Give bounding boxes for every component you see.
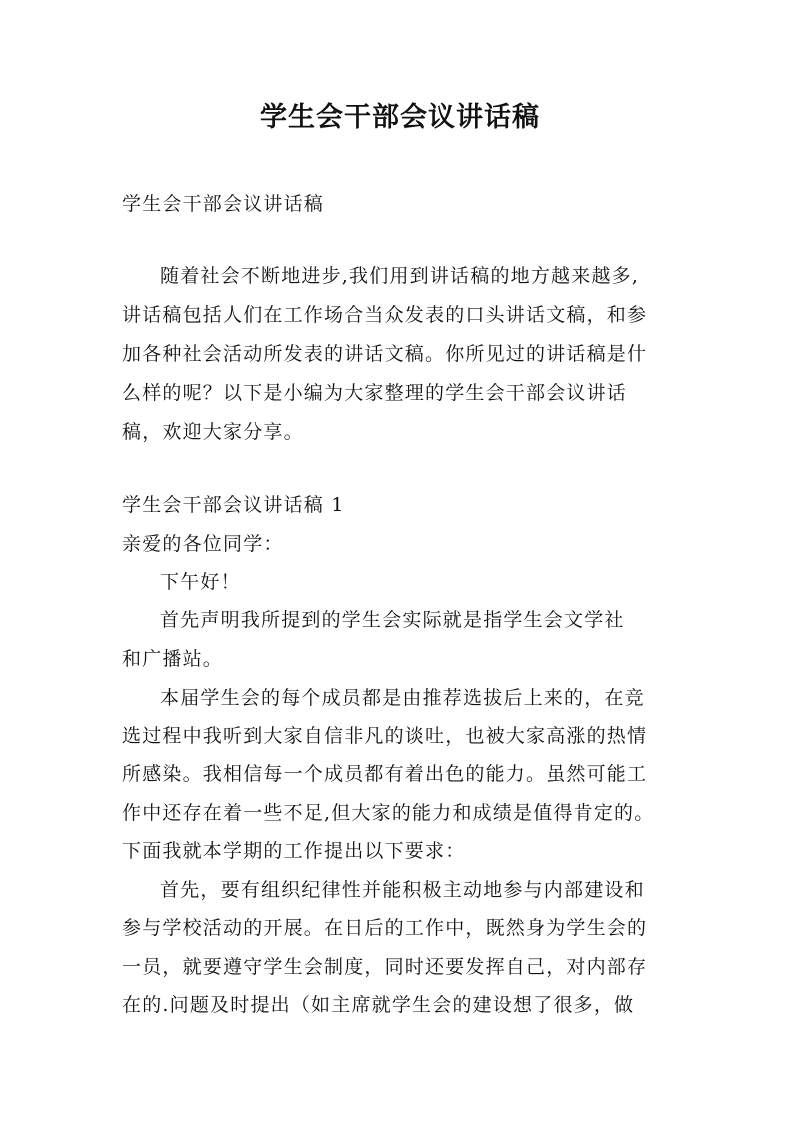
body-line: 作中还存在着一些不足,但大家的能力和成绩是值得肯定的。 bbox=[122, 802, 655, 824]
body-line: 在的.问题及时提出（如主席就学生会的建设想了很多，做 bbox=[122, 994, 635, 1016]
intro-line: 稿，欢迎大家分享。 bbox=[122, 421, 304, 443]
document-title: 学生会干部会议讲话稿 bbox=[260, 102, 540, 133]
salutation: 亲爱的各位同学： bbox=[122, 533, 284, 555]
body-line: 和广播站。 bbox=[122, 648, 224, 670]
body-line: 参与学校活动的开展。在日后的工作中，既然身为学生会的 bbox=[122, 917, 648, 939]
body-line: 下面我就本学期的工作提出以下要求： bbox=[122, 840, 466, 862]
body-line: 所感染。我相信每一个成员都有着出色的能力。虽然可能工 bbox=[122, 763, 648, 785]
intro-line: 加各种社会活动所发表的讲话文稿。你所见过的讲话稿是什 bbox=[122, 343, 648, 365]
body-line: 首先，要有组织纪律性并能积极主动地参与内部建设和 bbox=[160, 879, 645, 901]
intro-line: 讲话稿包括人们在工作场合当众发表的口头讲话文稿，和参 bbox=[122, 304, 648, 326]
body-line: 一员，就要遵守学生会制度，同时还要发挥自己，对内部存 bbox=[122, 956, 648, 978]
body-line: 选过程中我听到大家自信非凡的谈吐，也被大家高涨的热情 bbox=[122, 725, 648, 747]
body-line: 本届学生会的每个成员都是由推荐选拔后上来的，在竞 bbox=[160, 687, 645, 709]
intro-line: 么样的呢？以下是小编为大家整理的学生会干部会议讲话 bbox=[122, 382, 628, 404]
body-line: 首先声明我所提到的学生会实际就是指学生会文学社 bbox=[160, 609, 625, 631]
intro-line: 随着社会不断地进步,我们用到讲话稿的地方越来越多, bbox=[160, 265, 640, 287]
document-subtitle: 学生会干部会议讲话稿 bbox=[122, 193, 325, 215]
section-heading: 学生会干部会议讲话稿 1 bbox=[122, 494, 345, 516]
greeting: 下午好！ bbox=[160, 571, 241, 593]
